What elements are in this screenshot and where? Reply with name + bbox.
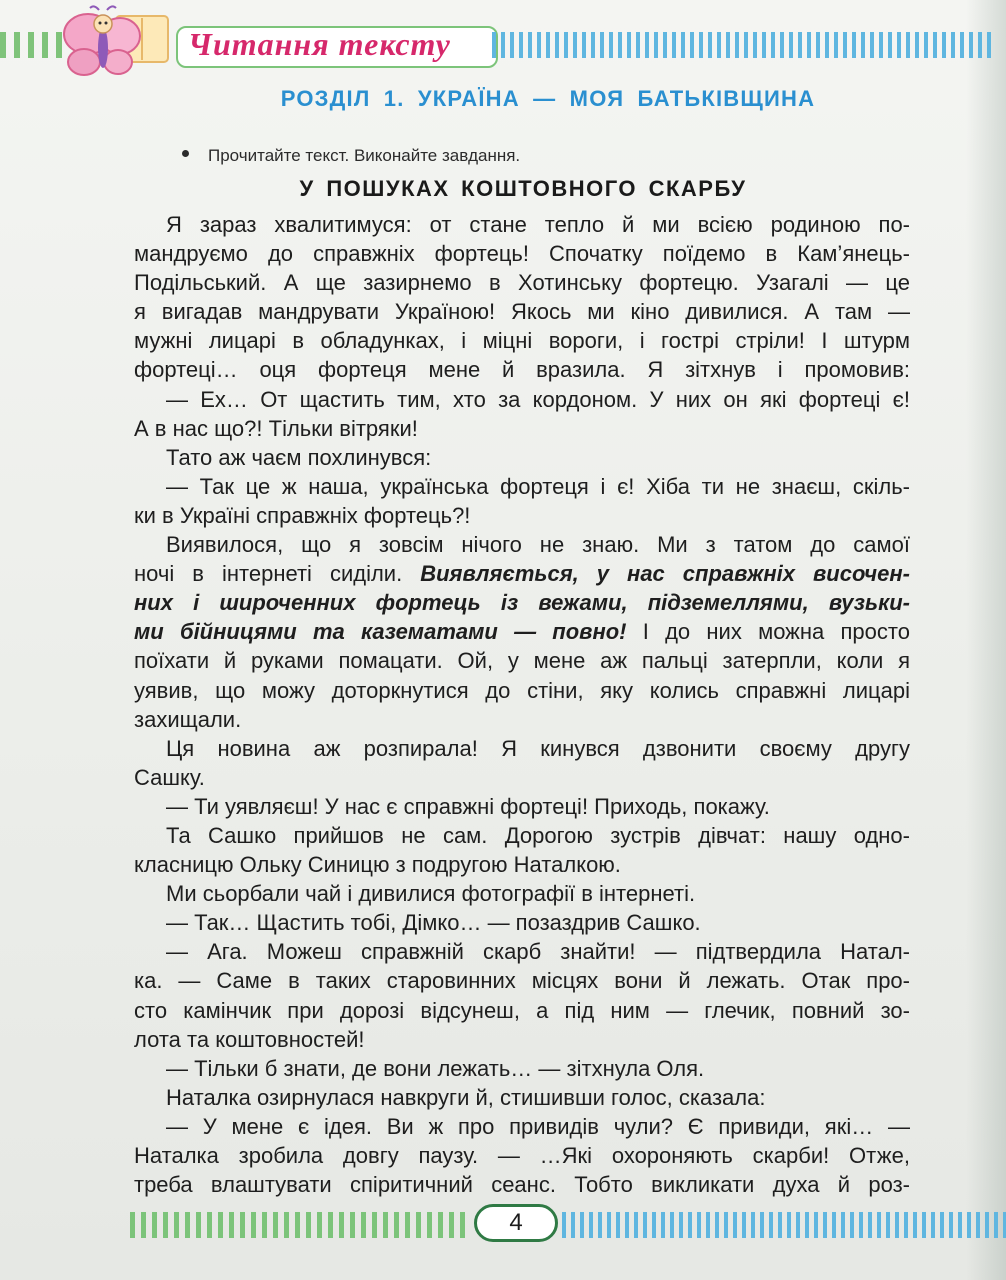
text-line: — Ти уявляєш! У нас є справжні фортеці! Приходь, покажу.: [166, 793, 770, 819]
text-line: [134, 617, 910, 646]
text-line: Виявилося, що я зовсім нічого не знаю. Ми з татом до самої: [166, 532, 910, 558]
text-span: ночі в інтернеті сиділи.: [134, 561, 403, 587]
text-line: — Так це ж наша, українська фортеця і є! Хіба ти не знаєш, скіль-: [166, 473, 910, 499]
text-line: — Ага. Можеш справжній скарб знайти! — підтвердила Натал-: [166, 939, 910, 965]
emphasis-text: ми бійницями та казематами — повно!: [134, 619, 627, 645]
text-span: І до них можна просто: [642, 619, 910, 645]
story-text: [134, 210, 910, 1199]
header-stripes-left: [0, 32, 62, 58]
butterfly-book-icon: [54, 4, 174, 80]
text-line: сто камінчик при дорозі відсунеш, а під ним — глечик, повний зо-: [134, 997, 910, 1023]
text-line: — У мене є ідея. Ви ж про привидів чули? Є привиди, які… —: [166, 1113, 910, 1139]
text-line: Та Сашко прийшов не сам. Дорогою зустрів дівчат: нашу одно-: [166, 822, 910, 848]
text-line: лота та коштовностей!: [134, 1026, 365, 1052]
header-title: Читання тексту: [188, 26, 451, 62]
text-line: Наталка озирнулася навкруги й, стишивши голос, сказала:: [166, 1084, 766, 1110]
text-line: Ця новина аж розпирала! Я кинувся дзвонити своєму другу: [166, 735, 910, 761]
text-line: треба влаштувати спіритичний сеанс. Тобто викликати духа й роз-: [134, 1172, 910, 1198]
text-line: Я зараз хвалитимуся: от стане тепло й ми всією родиною по-: [166, 212, 910, 237]
text-line: — Ех… От щастить тим, хто за кордоном. У них он які фортеці є!: [166, 386, 910, 412]
text-line: мандруємо до справжніх фортець! Спочатку поїдемо в Кам’янець-: [134, 241, 910, 267]
text-line: Ми сьорбали чай і дивилися фотографії в інтернеті.: [166, 881, 696, 907]
footer-stripes-left: [130, 1212, 470, 1238]
footer-stripes-right: [562, 1212, 1006, 1238]
section-title: РОЗДІЛ 1. УКРАЇНА — МОЯ БАТЬКІВЩИНА: [280, 86, 816, 111]
text-line: класницю Ольку Синицю з подругою Наталкою.: [134, 852, 621, 878]
text-line: поїхати й руками помацати. Ой, у мене аж пальці затерпли, коли я: [134, 648, 910, 674]
emphasis-text: Виявляється, у нас справжніх височен-: [420, 561, 910, 587]
text-line: мужні лицарі в обладунках, і міцні вороги, і гострі стріли! І штурм: [134, 328, 910, 354]
text-line: — Тільки б знати, де вони лежать… — зітхнула Оля.: [166, 1055, 705, 1081]
emphasis-text: них і широченних фортець із вежами, підземеллями, вузьки-: [134, 590, 910, 616]
header-stripes-right: [492, 32, 992, 58]
text-line: А в нас що?! Тільки вітряки!: [134, 415, 418, 441]
text-line: Сашку.: [134, 764, 205, 790]
footer-band: [0, 1200, 1006, 1250]
text-line: [134, 559, 910, 588]
text-line: Наталка зробила довгу паузу. — …Які охороняють скарби! Отже,: [134, 1143, 910, 1168]
text-line: ки в Україні справжніх фортець?!: [134, 502, 471, 528]
text-line: Тато аж чаєм похлинувся:: [166, 444, 432, 470]
text-line: захищали.: [134, 706, 242, 732]
text-line: я вигадав мандрувати Україною! Якось ми кіно дивилися. А там —: [134, 299, 910, 325]
text-line: Подільський. А ще зазирнемо в Хотинську фортецю. Узагалі — це: [134, 270, 910, 296]
text-line: фортеці… оця фортеця мене й вразила. Я зітхнув і промовив:: [134, 357, 910, 383]
text-line: — Так… Щастить тобі, Дімко… — позаздрив Сашко.: [166, 910, 701, 936]
page-number: 4: [474, 1204, 558, 1242]
story-title: У ПОШУКАХ КОШТОВНОГО СКАРБУ: [299, 176, 747, 201]
text-line: ка. — Саме в таких старовинних місцях вони й лежать. Отак про-: [134, 968, 910, 994]
text-line: уявив, що можу доторкнутися до стіни, яку колись справжні лицарі: [134, 677, 910, 703]
instruction-text: Прочитайте текст. Виконайте завдання.: [208, 146, 521, 165]
